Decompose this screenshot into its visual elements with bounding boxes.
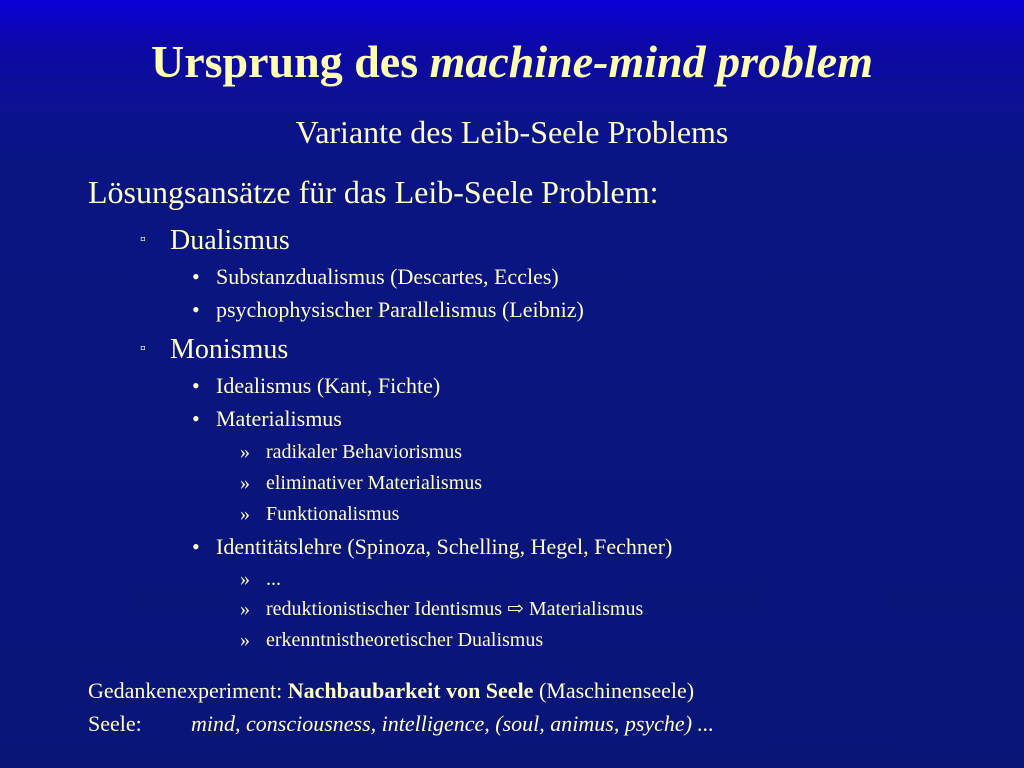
seele-label: Seele: xyxy=(88,711,142,736)
slide-subtitle: Variante des Leib-Seele Problems xyxy=(295,114,729,150)
list-item-text: Materialismus xyxy=(528,598,644,620)
list-item-text: ... xyxy=(266,568,281,590)
footer-prefix: Gedankenexperiment: xyxy=(88,678,288,703)
dot-bullet-icon: • xyxy=(192,264,200,289)
dot-bullet-icon: • xyxy=(192,373,200,398)
list-item-reduktionistischer-identismus xyxy=(240,596,643,622)
list-item-text: erkenntnistheoretischer Dualismus xyxy=(266,629,544,651)
slide-title xyxy=(0,34,1024,90)
list-item-substanzdualismus xyxy=(192,263,559,291)
list-item-eliminativer-materialismus xyxy=(240,470,482,496)
list-item-erkenntnistheoretischer-dualismus xyxy=(240,627,543,653)
raquo-bullet-icon: » xyxy=(240,629,250,651)
list-item-ellipsis xyxy=(240,566,281,592)
raquo-bullet-icon: » xyxy=(240,441,250,463)
seele-italic: mind, consciousness, intelligence, (soul, animus, psyche) ... xyxy=(191,711,715,736)
list-item-text: Substanzdualismus (Descartes, Eccles) xyxy=(216,264,559,289)
square-bullet-icon: ▫ xyxy=(140,340,146,357)
title-italic: machine-mind problem xyxy=(429,36,873,87)
list-item-materialismus xyxy=(192,405,342,433)
list-item-text: Idealismus (Kant, Fichte) xyxy=(216,373,441,398)
list-item-text: Funktionalismus xyxy=(266,503,400,525)
list-item-text: psychophysischer Parallelismus (Leibniz) xyxy=(216,297,584,322)
list-item-text: Identitätslehre (Spinoza, Schelling, Hegel, Fechner) xyxy=(216,534,673,559)
list-item-identitaetslehre xyxy=(192,533,672,561)
square-bullet-icon: ▫ xyxy=(140,231,146,248)
list-item-text: radikaler Behaviorismus xyxy=(266,441,463,463)
raquo-bullet-icon: » xyxy=(240,598,250,620)
list-item-idealismus xyxy=(192,372,440,400)
list-item-dualismus xyxy=(140,223,290,258)
list-item-monismus xyxy=(140,332,288,367)
raquo-bullet-icon: » xyxy=(240,472,250,494)
monismus-label: Monismus xyxy=(170,334,289,365)
raquo-bullet-icon: » xyxy=(240,568,250,590)
title-lead: Ursprung des xyxy=(150,36,430,87)
footer-bold: Nachbaubarkeit von Seele xyxy=(287,678,534,703)
dot-bullet-icon: • xyxy=(192,534,200,559)
arrow-right-icon: ⇨ xyxy=(507,598,524,620)
list-item-text: eliminativer Materialismus xyxy=(266,472,483,494)
list-item-funktionalismus xyxy=(240,501,399,527)
footer-suffix: (Maschinenseele) xyxy=(533,678,695,703)
dot-bullet-icon: • xyxy=(192,406,200,431)
list-item-text: Materialismus xyxy=(216,406,342,431)
dot-bullet-icon: • xyxy=(192,297,200,322)
list-item-parallelismus xyxy=(192,296,584,324)
list-item-behaviorismus xyxy=(240,439,462,465)
list-item-text: reduktionistischer Identismus xyxy=(266,598,503,620)
dualismus-label: Dualismus xyxy=(170,225,290,256)
footer-line-seele xyxy=(88,710,714,738)
footer-line-gedankenexperiment xyxy=(88,677,694,705)
raquo-bullet-icon: » xyxy=(240,503,250,525)
main-heading: Lösungsansätze für das Leib-Seele Problem: xyxy=(88,174,659,210)
